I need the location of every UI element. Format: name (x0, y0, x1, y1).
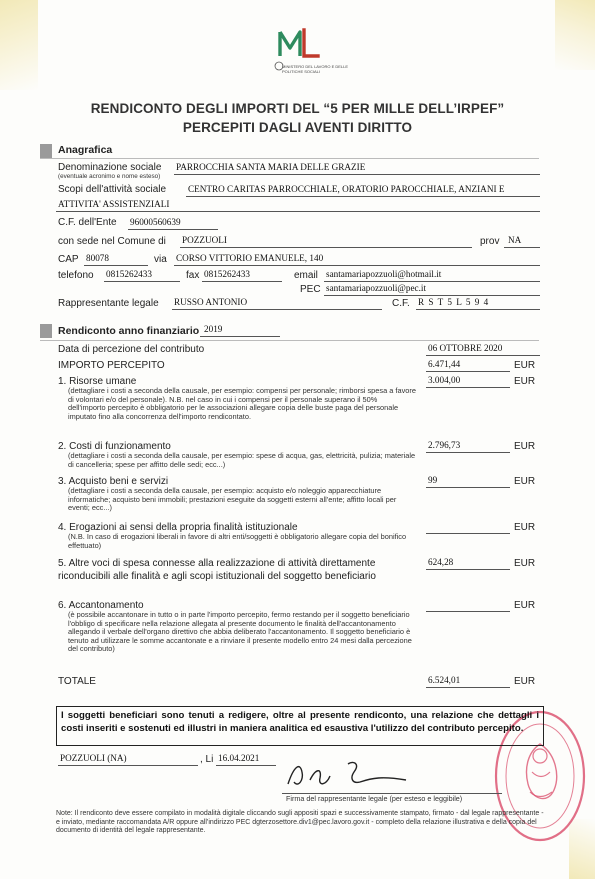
cap-value[interactable]: 80078 (86, 253, 109, 263)
item-acquisto-beni-value[interactable]: 99 (428, 475, 438, 485)
item-risorse-umane-value[interactable]: 3.004,00 (428, 375, 461, 385)
section-divider (40, 340, 539, 341)
section-marker (40, 144, 52, 158)
fax-label: fax (186, 270, 200, 281)
item-field-line (426, 533, 510, 534)
anno-value[interactable]: 2019 (204, 324, 223, 334)
via-field-line (174, 265, 540, 266)
footer-note: Note: Il rendiconto deve essere compilato in modalità digitale cliccando sugli appositi spazi e successivamente stampato, firmato - dal legale rappresentante - e inviato, mediante raccomandata A/R oppure all'indirizzo PEC dgterzosettore.div1@pec.lavoro.gov.it - completo della relazione illustrativa e della copia del documento di identità del legale rappresentante. (56, 810, 544, 835)
telefono-field-line (104, 281, 180, 282)
scopi-label: Scopi dell'attività sociale (58, 184, 167, 195)
logo-caption: MINISTERO DEL LAVORO E DELLE POLITICHE SOCIALI (282, 64, 349, 74)
anagrafica-heading: Anagrafica (58, 144, 113, 156)
page-title-line2: PERCEPITI DAGLI AVENTI DIRITTO (182, 120, 413, 135)
item-erogazioni-note: (N.B. In caso di erogazioni liberali in favore di altri enti/soggetti è obbligatorio allegare copia del bonifico effettuato) (68, 532, 407, 550)
cf-rapp-field-line (416, 309, 540, 310)
currency-label: EUR (514, 360, 536, 371)
currency-label: EUR (514, 376, 536, 387)
luogo-value[interactable]: POZZUOLI (NA) (60, 753, 127, 763)
importo-value[interactable]: 6.471,44 (428, 359, 461, 369)
data-percezione-value[interactable]: 06 OTTOBRE 2020 (428, 343, 503, 353)
cap-label: CAP (58, 254, 79, 265)
cf-ente-value[interactable]: 96000560639 (130, 217, 181, 227)
item-accantonamento-note: (è possibile accantonare in tutto o in parte l'importo percepito, fermo restando per il soggetto beneficiario l'obbligo di specificare nella relazione allegata al presente documento le finalità dell'accantonamento allegando il verbale dell'organo direttivo che abbia deliberato l'accantonamento. Il soggetto beneficiario è tenuto ad utilizzare le somme accantonate e a rinviare il presente modello entro 24 mesi dalla percezione del contributo) (68, 610, 412, 654)
denominazione-field-line (174, 174, 540, 175)
item-acquisto-beni-title: 3. Acquisto beni e servizi (58, 476, 169, 487)
prov-value[interactable]: NA (508, 235, 522, 245)
decorative-corner-top-right (555, 0, 595, 70)
rappresentante-value[interactable]: RUSSO ANTONIO (174, 297, 248, 307)
item-field-line (426, 387, 510, 388)
decorative-corner-top-left (0, 0, 38, 90)
comune-label: con sede nel Comune di (58, 236, 166, 247)
signature-icon (282, 758, 418, 792)
cf-rapp-label: C.F. (392, 298, 410, 309)
pec-label: PEC (300, 284, 321, 295)
scopi-field-line1 (186, 196, 540, 197)
currency-label: EUR (514, 476, 536, 487)
comune-field-line (180, 247, 472, 248)
data-percezione-label: Data di percezione del contributo (58, 344, 205, 355)
item-accantonamento-title: 6. Accantonamento (58, 600, 144, 611)
cf-ente-label: C.F. dell'Ente (58, 217, 117, 228)
anno-field-line (200, 336, 280, 337)
rappresentante-field-line (172, 309, 382, 310)
item-costi-funzionamento-title: 2. Costi di funzionamento (58, 441, 171, 452)
email-field-line (324, 281, 540, 282)
denominazione-note: (eventuale acronimo e nome esteso) (58, 173, 161, 180)
item-costi-funzionamento-value[interactable]: 2.796,73 (428, 440, 461, 450)
denominazione-label: Denominazione sociale (58, 162, 162, 173)
li-label: , Li (200, 754, 214, 765)
currency-label: EUR (514, 558, 536, 569)
item-field-line (426, 452, 510, 453)
item-field-line (426, 611, 510, 612)
item-risorse-umane-note: (dettagliare i costi a seconda della causale, per esempio: compensi per personale; rimborsi spesa a favore di volontari e/o del personale). N.B. nel caso in cui i compensi per il personale superano il 50% dell'importo percepito è obbligatorio per le associazioni allegare copia delle buste paga del personale imputato fino alla concorrenza dell'importo rendicontato. (68, 386, 416, 421)
totale-field-line (426, 687, 510, 688)
cf-rapp-value[interactable]: R S T 5 L 5 9 4 (418, 297, 490, 307)
prov-field-line (504, 247, 540, 248)
pec-field-line (324, 295, 540, 296)
via-label: via (154, 254, 167, 265)
page-title-line1: RENDICONTO DEGLI IMPORTI DEL “5 PER MILLE DELL’IRPEF” (90, 101, 505, 116)
item-altre-voci-title: 5. Altre voci di spesa connesse alla realizzazione di attività direttamente riconducibili alle finalità e agli scopi istituzionali del soggetto beneficiario (58, 558, 376, 582)
section-divider (40, 158, 539, 159)
data-firma-field-line (216, 765, 276, 766)
item-field-line (426, 487, 510, 488)
cf-ente-field-line (128, 229, 218, 230)
telefono-label: telefono (58, 270, 94, 281)
telefono-value[interactable]: 0815262433 (106, 269, 152, 279)
item-field-line (426, 569, 510, 570)
data-percezione-field-line (426, 355, 540, 356)
fax-value[interactable]: 0815262433 (204, 269, 250, 279)
via-value[interactable]: CORSO VITTORIO EMANUELE, 140 (176, 253, 324, 263)
email-value[interactable]: santamariapozzuoli@hotmail.it (326, 269, 442, 279)
totale-value[interactable]: 6.524,01 (428, 675, 461, 685)
scopi-value-line2[interactable]: ATTIVITA' ASSISTENZIALI (58, 199, 170, 209)
firma-caption: Firma del rappresentante legale (per esteso e leggibile) (286, 794, 463, 803)
importo-label: IMPORTO PERCEPITO (58, 360, 165, 371)
section-marker (40, 324, 52, 338)
item-risorse-umane-title: 1. Risorse umane (58, 376, 137, 387)
currency-label: EUR (514, 441, 536, 452)
item-acquisto-beni-note: (dettagliare i costi a seconda della causale, per esempio: acquisto e/o noleggio apparecchiature informatiche; acquisto beni immobili; prestazioni eseguite da soggetti esterni all'ente; affitto locali per eventi; ecc...) (68, 486, 397, 513)
importo-field-line (426, 371, 510, 372)
comune-value[interactable]: POZZUOLI (182, 235, 227, 245)
denominazione-value[interactable]: PARROCCHIA SANTA MARIA DELLE GRAZIE (176, 162, 366, 172)
scopi-field-line2 (56, 211, 540, 212)
rappresentante-label: Rappresentante legale (58, 298, 159, 309)
fax-field-line (202, 281, 282, 282)
item-altre-voci-value[interactable]: 624,28 (428, 557, 454, 567)
currency-label: EUR (514, 522, 536, 533)
totale-label: TOTALE (58, 676, 96, 687)
item-erogazioni-title: 4. Erogazioni ai sensi della propria finalità istituzionale (58, 522, 298, 533)
rendiconto-heading: Rendiconto anno finanziario (58, 325, 200, 337)
pec-value[interactable]: santamariapozzuoli@pec.it (326, 283, 427, 293)
cap-field-line (84, 265, 148, 266)
prov-label: prov (480, 236, 500, 247)
currency-label: EUR (514, 676, 536, 687)
scopi-value-line1[interactable]: CENTRO CARITAS PARROCCHIALE, ORATORIO PAROCCHIALE, ANZIANI E (188, 184, 505, 194)
email-label: email (294, 270, 318, 281)
item-costi-funzionamento-note: (dettagliare i costi a seconda della causale, per esempio: spese di acqua, gas, elettricità, pulizia; materiale di cancelleria; spese per affitto delle sedi; ecc...) (68, 451, 416, 469)
data-firma-value[interactable]: 16.04.2021 (218, 753, 260, 763)
notice-box: I soggetti beneficiari sono tenuti a redigere, oltre al presente rendiconto, una relazione che dettagli i costi inseriti e sostenuti ed illustri in maniera analitica ed esaustiva l'utilizzo del contributo percepito. (56, 706, 544, 746)
luogo-field-line (58, 765, 198, 766)
currency-label: EUR (514, 600, 536, 611)
